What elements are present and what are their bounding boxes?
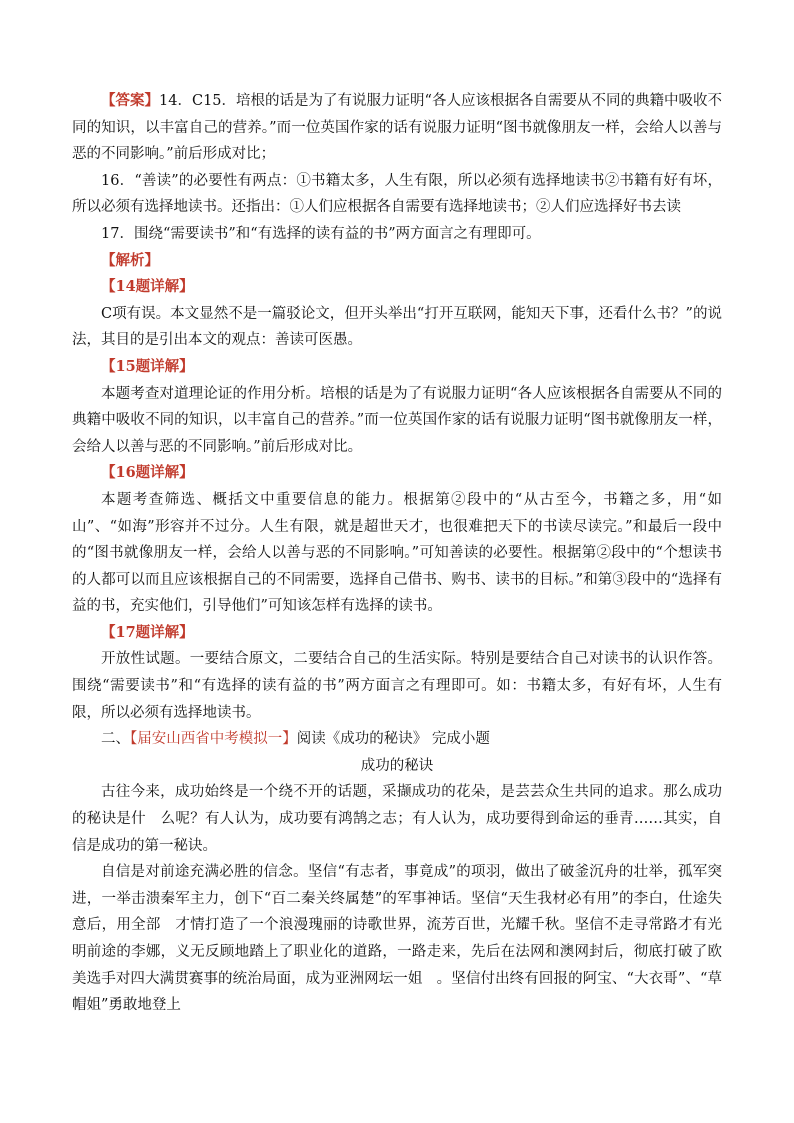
q17-label: 【17题详解】 [101,623,194,641]
q16-text: 本题考查筛选、概括文中重要信息的能力。根据第②段中的“从古至今，书籍之多，用“如山”、“如海”形容并不过分。人生有限，就是超世天才，也很难把天下的书读尽读完。”和最后一段中的“图书就像朋友一样，会给人以善与恶的不同影响。”可知善读的必要性。根据第②段中的“个想读书的人都可以而且应该根据自己的不同需要，选择自己借书、购书、读书的目标。”和第③段中的“选择有益的书，充实他们，引导他们”可知该怎样有选择的读书。 [72,491,722,615]
analysis-label: 【解析】 [101,251,159,269]
section2-prefix: 二、 [101,731,130,748]
q14-text: C项有误。本文显然不是一篇驳论文，但开头举出“打开互联网，能知天下事，还看什么书？”的说法，其目的是引出本文的观点：善读可医愚。 [72,305,722,349]
q15-label-line [72,354,722,381]
q15-label: 【15题详解】 [101,357,194,375]
answer-label: 【答案】 [101,92,160,109]
section2-heading [72,726,722,753]
answer-line-1 [72,88,722,168]
answer-line-2: 16．“善读”的必要性有两点：①书籍太多，人生有限，所以必须有选择地读书②书籍有好有坏，所以必须有选择地读书。还指出：①人们应根据各自需要有选择地读书；②人们应选择好书去读 [72,172,722,216]
q14-label: 【14题详解】 [101,278,194,296]
section2-source: 【届安山西省中考模拟一】 [130,731,297,748]
section2-instruction: 阅读《成功的秘诀》 完成小题 [296,731,490,748]
article-para-1: 古往今来，成功始终是一个绕不开的话题，采撷成功的花朵，是芸芸众生共同的追求。那么成功的秘诀是什 么呢？有人认为，成功要有鸿鹄之志；有人认为，成功要得到命运的垂青……其实，自信是成功的第一秘诀。 [72,784,722,854]
q16-label: 【16题详解】 [101,464,194,482]
q16-label-line [72,460,722,487]
article-title: 成功的秘诀 [360,757,434,774]
analysis-label-line [72,248,722,275]
answer-line-3: 17．围绕“需要读书”和“有选择的读有益的书”两方面言之有理即可。 [101,225,541,242]
q17-label-line [72,620,722,647]
q15-text: 本题考查对道理论证的作用分析。培根的话是为了有说服力证明“各人应该根据各自需要从不同的典籍中吸收不同的知识，以丰富自己的营养。”而一位英国作家的话有说服力证明“图书就像朋友一样，会给人以善与恶的不同影响。”前后形成对比。 [72,385,722,455]
article-para-2: 自信是对前途充满必胜的信念。坚信“有志者，事竟成”的项羽，做出了破釜沉舟的壮举，孤军突进，一举击溃秦军主力，创下“百二秦关终属楚”的军事神话。坚信“天生我材必有用”的李白，仕途失意后，用全部 才情打造了一个浪漫瑰丽的诗歌世界，流芳百世，光耀千秋。坚信不走寻常路才有光明前途的李娜，义无反顾地踏上了职业化的道路，一路走来，先后在法网和澳网封后，彻底打破了欧美选手对四大满贯赛事的统治局面，成为亚洲网坛一姐 。坚信付出终有回报的阿宝、“大衣哥”、“草帽姐”勇敢地登上 [72,864,722,1014]
q14-label-line [72,274,722,301]
answer-text-1: 14．C15．培根的话是为了有说服力证明“各人应该根据各自需要从不同的典籍中吸收不同的知识，以丰富自己的营养。”而一位英国作家的话有说服力证明“图书就像朋友一样，会给人以善与恶的不同影响。”前后形成对比； [72,93,723,163]
q17-text: 开放性试题。一要结合原文，二要结合自己的生活实际。特别是要结合自己对读书的认识作答。围绕“需要读书”和“有选择的读有益的书”两方面言之有理即可。如：书籍太多，有好有坏，人生有限，所以必须有选择地读书。 [72,651,722,721]
